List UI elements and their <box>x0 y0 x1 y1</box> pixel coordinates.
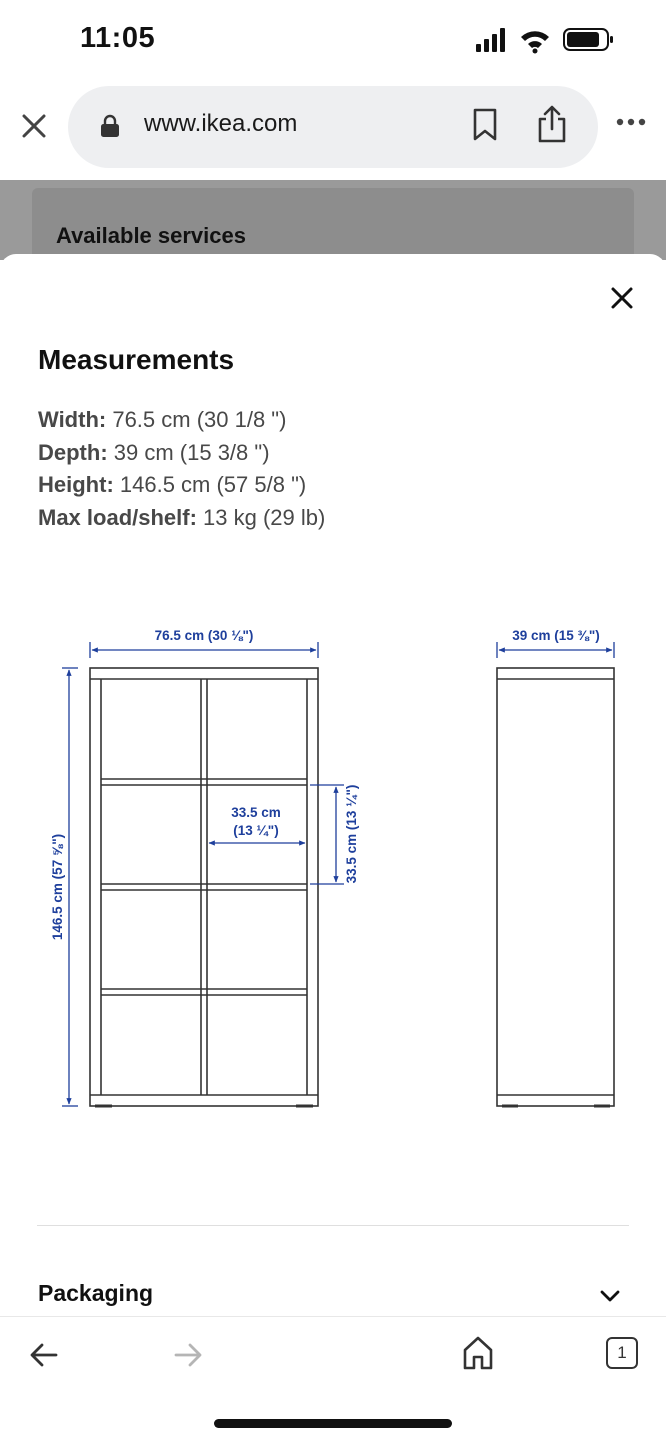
url-text[interactable]: www.ikea.com <box>144 110 298 137</box>
spec-value: 39 cm (15 3/8 ") <box>107 439 270 465</box>
wifi-icon <box>521 31 549 53</box>
inner-width-label-line2: (13 ¼") <box>233 823 279 838</box>
spec-label: Max load/shelf: <box>38 505 197 531</box>
packaging-title: Packaging <box>38 1280 154 1306</box>
battery-icon <box>564 29 613 50</box>
section-divider <box>37 1225 629 1226</box>
dimension-lines <box>62 642 614 1106</box>
spec-max-load <box>38 502 325 535</box>
side-view-shelf <box>497 668 614 1106</box>
sheet-title: Measurements <box>38 344 235 375</box>
spec-value: 13 kg (29 lb) <box>196 505 326 531</box>
close-icon[interactable] <box>606 282 638 314</box>
spec-value: 76.5 cm (30 1/8 ") <box>106 407 287 432</box>
browser-url-row <box>0 80 666 180</box>
home-indicator <box>214 1419 452 1428</box>
spec-width <box>38 404 325 437</box>
back-arrow-icon[interactable] <box>28 1339 60 1371</box>
inner-width-label-line1: 33.5 cm <box>231 805 281 820</box>
status-bar <box>0 0 666 80</box>
bookmark-icon[interactable] <box>472 108 498 142</box>
side-depth-label: 39 cm (15 ⅜") <box>512 628 600 643</box>
spec-depth <box>38 437 325 470</box>
status-time: 11:05 <box>80 22 156 54</box>
signal-icon <box>476 28 505 52</box>
lock-icon <box>100 114 120 138</box>
measurements-sheet <box>0 254 666 1316</box>
spec-height <box>38 469 325 502</box>
page-backdrop[interactable] <box>0 180 666 260</box>
spec-label: Depth: <box>38 439 108 465</box>
spec-list <box>38 404 325 535</box>
forward-arrow-icon[interactable] <box>172 1339 204 1371</box>
home-icon[interactable] <box>462 1335 494 1371</box>
front-view-shelf <box>90 668 318 1106</box>
browser-toolbar <box>0 1316 666 1440</box>
inner-height-label: 33.5 cm (13 ¼") <box>344 784 359 884</box>
spec-value: 146.5 cm (57 5/8 ") <box>113 472 307 498</box>
front-width-label: 76.5 cm (30 ⅛") <box>154 628 254 643</box>
spec-label: Width: <box>38 407 107 432</box>
tabs-button[interactable]: 1 <box>606 1337 638 1369</box>
more-options-icon[interactable] <box>616 116 646 128</box>
status-icons <box>476 26 616 54</box>
spec-label: Height: <box>38 472 114 498</box>
dimension-drawing <box>0 614 666 1114</box>
address-bar[interactable] <box>68 86 598 168</box>
chevron-down-icon <box>598 1284 622 1308</box>
share-icon[interactable] <box>536 104 568 144</box>
packaging-accordion[interactable] <box>0 1266 666 1316</box>
total-height-label: 146.5 cm (57 ⅝") <box>50 833 65 941</box>
available-services-title: Available services <box>56 223 246 248</box>
close-icon[interactable] <box>18 110 50 142</box>
